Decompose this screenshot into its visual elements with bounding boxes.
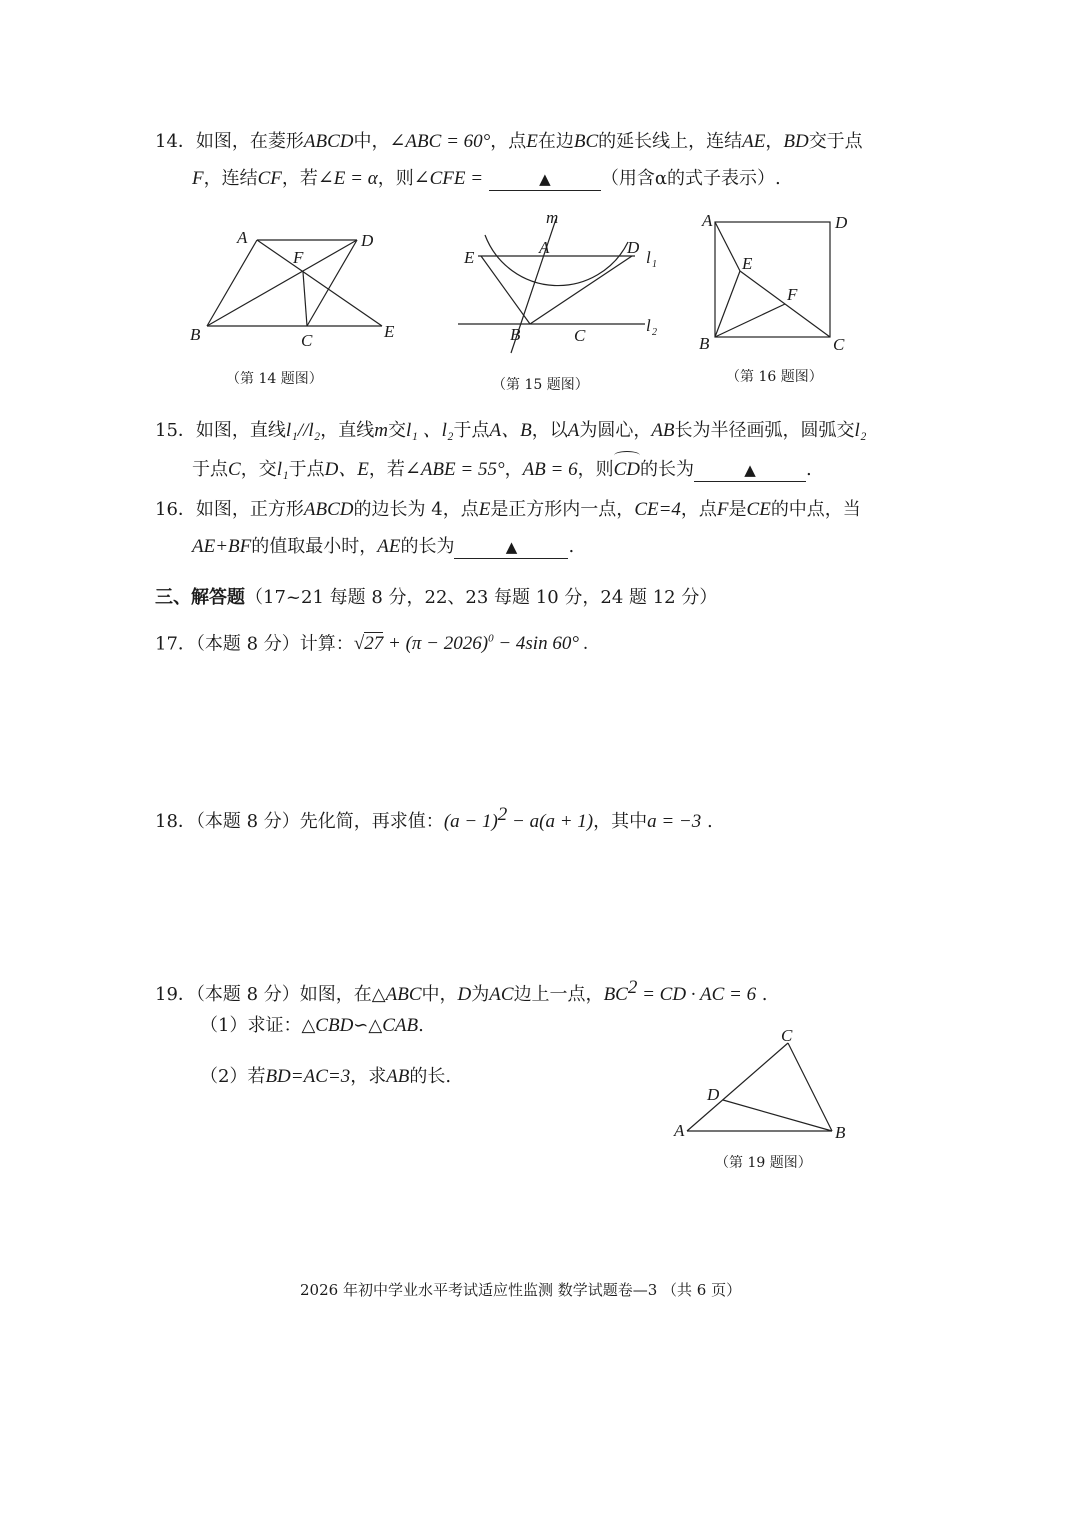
fig19-label-a: A — [674, 1121, 685, 1140]
fig14-segment-ae — [257, 240, 382, 326]
fig19-label-b: B — [835, 1123, 846, 1142]
fig16-label-f: F — [787, 285, 798, 304]
section-3-note: （17~21 每题 8 分，22、23 每题 10 分，24 题 12 分） — [245, 587, 718, 608]
fig14-diagonal-bd — [207, 240, 357, 326]
fig14-label-f: F — [293, 248, 304, 267]
fig19-label-d: D — [707, 1085, 720, 1104]
arc-cd: CD — [614, 457, 640, 483]
fig15-segment-bd — [530, 256, 632, 324]
q15-line-2: 于点C，交l₁于点D、E，若∠ABE = 55°，AB = 6，则 CD的长为 ▲ . — [192, 457, 812, 483]
fig14-side-cd — [307, 240, 357, 326]
fig19-side-ac — [687, 1043, 788, 1131]
fig15-label-l1: l — [646, 248, 651, 267]
figure-14-caption: （第 14 题图） — [226, 371, 323, 387]
section-3-heading — [155, 585, 717, 611]
q14-line-2: F，连结CF，若∠E = α，则∠CFE = ▲ （用含α的式子表示）. — [192, 168, 781, 189]
fig16-label-e: E — [742, 254, 753, 273]
figure-15-caption: （第 15 题图） — [492, 377, 589, 393]
fig16-label-b: B — [699, 334, 710, 353]
triangle-marker-icon: ▲ — [744, 461, 756, 479]
figure-16-svg — [695, 207, 860, 357]
fig14-label-d: D — [361, 231, 374, 250]
fig15-label-l2: l — [646, 316, 651, 335]
page-footer: 2026 年初中学业水平考试适应性监测 数学试题卷—3 （共 6 页） — [300, 1281, 742, 1299]
figure-19 — [668, 1022, 858, 1147]
fig15-arc — [485, 235, 628, 286]
fig15-segment-be — [481, 256, 530, 324]
fig16-segment-ae — [715, 222, 740, 271]
figure-16 — [695, 207, 860, 357]
q16-line-1: 16．如图，正方形ABCD的边长为 4，点E是正方形内一点，CE=4，点F是CE的中点，当 — [155, 499, 861, 520]
fig16-label-c: C — [833, 335, 845, 354]
fig14-segment-cf — [303, 272, 307, 326]
section-3-title: 三、解答题 — [155, 587, 245, 608]
fig19-side-cb — [788, 1043, 832, 1131]
answer-blank-15[interactable] — [694, 459, 806, 482]
fig16-label-d: D — [835, 213, 848, 232]
sqrt-icon: √ — [353, 633, 365, 655]
fig15-label-l1-sub: 1 — [652, 259, 657, 270]
figure-14-svg — [185, 225, 405, 350]
fig14-side-ab — [207, 240, 257, 326]
fig15-label-b: B — [510, 325, 521, 344]
q15-line-1: 15．如图，直线l₁//l₂，直线m交l₁ 、l₂于点A、B，以A为圆心，AB长为半径画弧，圆弧交l₂ — [155, 420, 867, 441]
q17-line: 17．（本题 8 分）计算：$√27 + (\pi - 2026)^0 - 4\sin$ 60° . — [155, 633, 589, 655]
q17-expression: $√27 + (\pi - 2026)^0 - 4\sin$ 60° . — [353, 633, 589, 655]
fig14-label-a: A — [237, 228, 248, 247]
figure-19-svg — [668, 1022, 858, 1147]
fig19-segment-db — [723, 1100, 832, 1131]
fig15-label-l2-sub: 2 — [652, 327, 657, 338]
figure-15-svg — [450, 205, 680, 355]
figure-16-caption: （第 16 题图） — [726, 369, 823, 385]
answer-blank-16[interactable] — [454, 536, 568, 559]
fig15-label-a: A — [539, 238, 550, 257]
fig16-square — [715, 222, 830, 337]
fig14-label-c: C — [301, 331, 313, 350]
triangle-marker-icon: ▲ — [505, 538, 518, 556]
fig16-label-a: A — [702, 211, 713, 230]
q19-part-1: （1）求证：△CBD∽△CAB. — [200, 1015, 424, 1036]
q19-line: 19．（本题 8 分）如图，在△ABC中，D为AC边上一点，$BC^2$ = CD · AC = 6 . — [155, 977, 768, 1005]
figure-15 — [450, 205, 680, 355]
figure-14 — [185, 225, 405, 350]
fig19-label-c: C — [781, 1026, 793, 1045]
q16-line-2: AE+BF的值取最小时，AE的长为 ▲ . — [192, 536, 575, 557]
fig15-label-d: D — [627, 238, 640, 257]
q14-line-1: 14．如图，在菱形ABCD中，∠ABC = 60°，点E在边BC的延长线上，连结AE，BD交于点 — [155, 131, 863, 152]
figure-19-caption: （第 19 题图） — [715, 1155, 812, 1171]
answer-blank-14[interactable] — [489, 168, 601, 191]
fig14-label-e: E — [384, 322, 395, 341]
fig14-label-b: B — [190, 325, 201, 344]
fig15-label-e: E — [464, 248, 475, 267]
fig15-label-c: C — [574, 326, 586, 345]
triangle-marker-icon: ▲ — [539, 170, 551, 188]
fig15-label-m: m — [546, 208, 559, 227]
q18-line: 18．（本题 8 分）先化简，再求值：$(a - 1)^2 - a(a + 1)$，其中a = −3 . — [155, 804, 713, 832]
arc-mark-icon — [614, 451, 640, 460]
q19-part-2: （2）若BD=AC=3，求AB的长. — [200, 1066, 452, 1087]
